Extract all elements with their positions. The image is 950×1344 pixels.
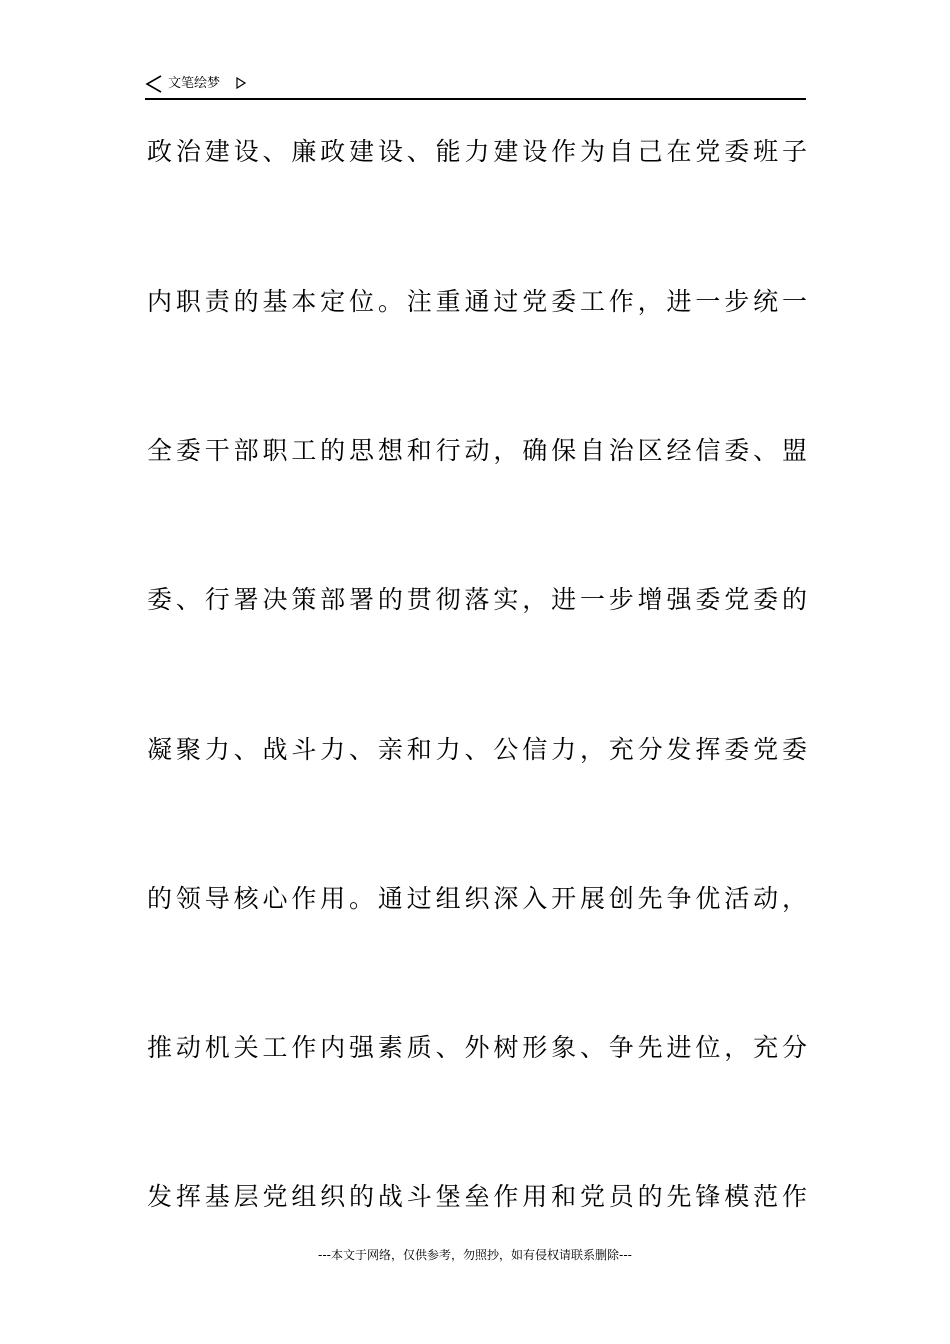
body-text-line: 委、行署决策部署的贯彻落实，进一步增强委党委的 (147, 585, 807, 614)
header-title: 文笔绘梦 (168, 76, 221, 91)
body-text-line: 的领导核心作用。通过组织深入开展创先争优活动， (147, 884, 807, 913)
body-text-line: 凝聚力、战斗力、亲和力、公信力，充分发挥委党委 (147, 735, 807, 764)
page-header (145, 74, 806, 100)
page-footer: ---本文于网络，仅供参考，勿照抄，如有侵权请联系删除--- (318, 1248, 632, 1262)
body-text-line: 内职责的基本定位。注重通过党委工作，进一步统一 (147, 287, 807, 316)
body-text-line: 推动机关工作内强素质、外树形象、争先进位，充分 (147, 1033, 807, 1062)
body-text-line: 政治建设、廉政建设、能力建设作为自己在党委班子 (147, 137, 807, 166)
body-text-line: 发挥基层党组织的战斗堡垒作用和党员的先锋模范作 (147, 1182, 807, 1211)
right-triangle-icon (235, 77, 247, 89)
body-text-line: 全委干部职工的思想和行动，确保自治区经信委、盟 (147, 436, 807, 465)
left-triangle-icon (145, 74, 163, 94)
